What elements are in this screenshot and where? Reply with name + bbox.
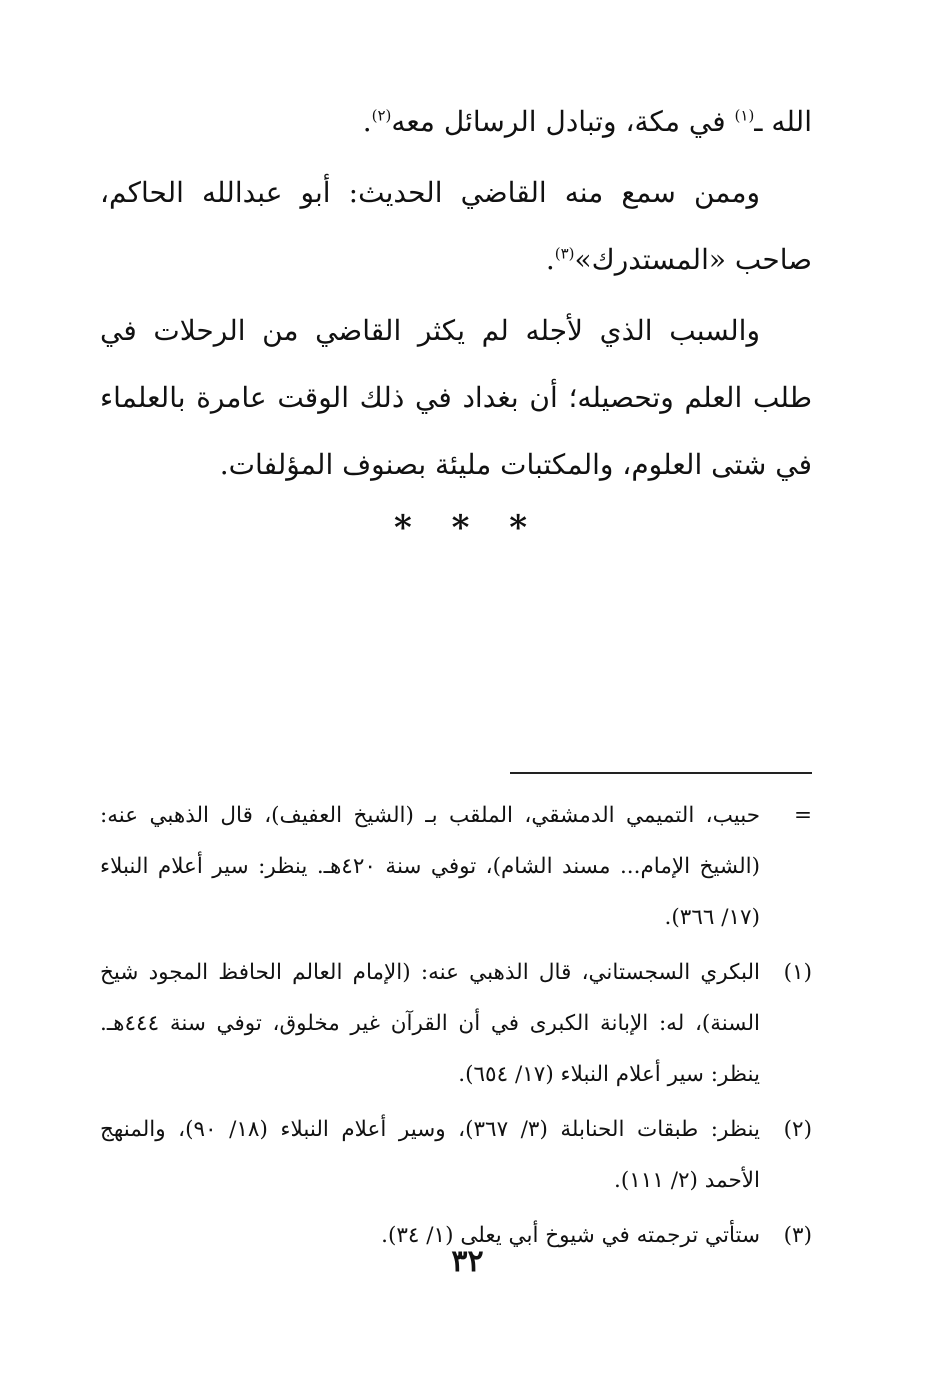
main-text [100,88,812,498]
footnotes [100,790,812,1265]
footnote-text: ينظر: طبقات الحنابلة (٣/ ٣٦٧)، وسير أعلام النبلاء (١٨/ ٩٠)، والمنهج الأحمد (٢/ ١١١). [100,1117,761,1193]
footnote-text: ستأتي ترجمته في شيوخ أبي يعلى (١/ ٣٤). [381,1223,760,1248]
footnote-ref-3: (٣) [554,244,575,263]
paragraph-2 [100,159,812,293]
footnote-mark: (٢) [783,1117,812,1142]
paragraph-2-end: . [545,243,555,276]
footnote-text: البكري السجستاني، قال الذهبي عنه: (الإمام العالم الحافظ المجود شيخ السنة)، له: الإبانة الكبرى في أن القرآن غير مخلوق، توفي سنة ٤٤٤هـ. ينظر: سير أعلام النبلاء (١٧/ ٦٥٤). [100,960,760,1087]
paragraph-2-text: وممن سمع منه القاضي الحديث: أبو عبدالله الحاكم، صاحب «المستدرك» [100,176,812,276]
footnote-1 [100,947,812,1100]
paragraph-1-end: . [362,105,372,138]
footnote-mark: = [793,803,812,828]
paragraph-1-text-cont: في مكة، وتبادل الرسائل معه [391,105,735,138]
paragraph-3: والسبب الذي لأجله لم يكثر القاضي من الرحلات في طلب العلم وتحصيله؛ أن بغداد في ذلك الوقت عامرة بالعلماء في شتى العلوم، والمكتبات مليئة بصنوف المؤلفات. [100,314,812,481]
footnote-ref-1: (١) [734,106,755,125]
footnote-ref-2: (٢) [371,106,392,125]
paragraph-1 [100,88,812,155]
footnote-2 [100,1104,812,1206]
footnote-mark: (١) [783,960,812,985]
footnote-mark: (٣) [783,1223,812,1248]
section-separator: * * * [393,508,541,548]
footnote-divider [510,772,812,774]
page-number: ٣٢ [451,1244,484,1279]
footnote-continued [100,790,812,943]
paragraph-1-text: الله ـ [754,105,812,138]
footnote-text: حبيب، التميمي الدمشقي، الملقب بـ (الشيخ العفيف)، قال الذهبي عنه: (الشيخ الإمام... مسند الشام)، توفي سنة ٤٢٠هـ. ينظر: سير أعلام النبلاء (١٧/ ٣٦٦). [100,803,760,930]
